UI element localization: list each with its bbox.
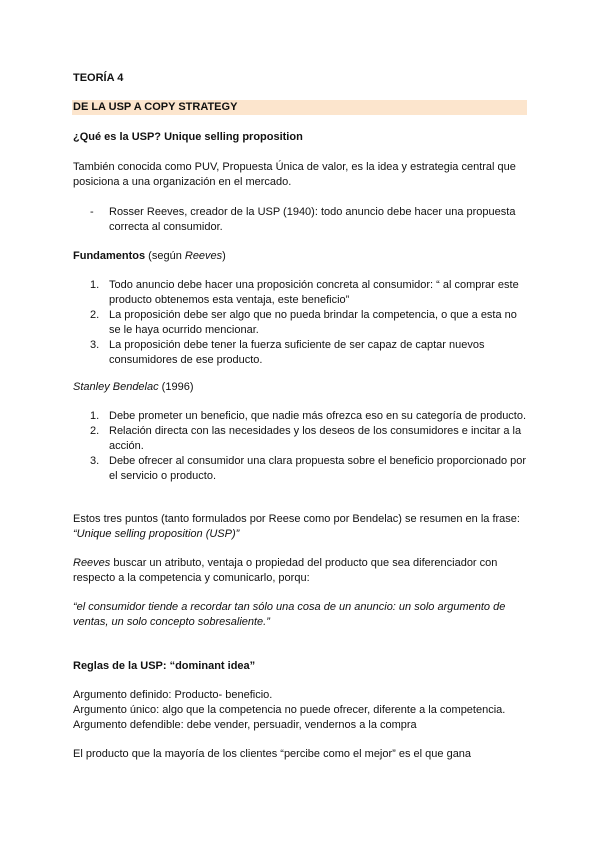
fundamentos-paren-open: (según — [145, 250, 185, 262]
intro-paragraph: También conocida como PUV, Propuesta Única de valor, es la idea y estrategia central que posiciona a una organización en el mercado. — [73, 161, 516, 188]
list-text: La proposición debe ser algo que no pueda brindar la competencia, o que a esta no se le haya ocurrido mencionar. — [109, 309, 517, 336]
fundamentos-list — [73, 278, 527, 368]
heading-teoria: TEORÍA 4 — [73, 72, 124, 84]
list-item — [73, 424, 527, 454]
rule-line: Argumento único: algo que la competencia no puede ofrecer, diferente a la competencia. — [73, 704, 506, 716]
list-number: 2. — [90, 309, 100, 321]
reeves-name: Reeves — [73, 557, 111, 569]
reeves-dash-item — [73, 205, 543, 235]
list-number: 1. — [90, 279, 100, 291]
list-text: Debe prometer un beneficio, que nadie más ofrezca eso en su categoría de producto. — [109, 410, 527, 422]
list-number: 3. — [90, 455, 100, 467]
list-text: Debe ofrecer al consumidor una clara propuesta sobre el beneficio proporcionado por el servicio o producto. — [109, 455, 527, 482]
list-number: 2. — [90, 425, 100, 437]
summary-phrase: “Unique selling proposition (USP)” — [73, 528, 240, 540]
reglas-heading: Reglas de la USP: “dominant idea” — [73, 660, 256, 672]
rule-line: Argumento defendible: debe vender, persuadir, vendernos a la compra — [73, 719, 417, 731]
usp-question-heading: ¿Qué es la USP? Unique selling proposition — [73, 131, 303, 143]
list-item — [73, 278, 527, 308]
reeves-text: buscar un atributo, ventaja o propiedad del producto que sea diferenciador con respecto a la competencia y comunicarlo, porqu: — [73, 557, 498, 584]
quote-paragraph: “el consumidor tiende a recordar tan sólo una cosa de un anuncio: un solo argumento de ventas, un solo concepto sobresaliente.” — [73, 601, 506, 628]
rules-block — [73, 688, 543, 733]
list-item — [73, 308, 527, 338]
bendelac-list — [73, 409, 527, 484]
highlighted-section-title: DE LA USP A COPY STRATEGY — [72, 100, 527, 115]
list-text: Todo anuncio debe hacer una proposición concreta al consumidor: “ al comprar este producto obtenemos esta ventaja, este beneficio” — [109, 279, 519, 306]
list-text: Relación directa con las necesidades y los deseos de los consumidores e incitar a la acción. — [109, 425, 522, 452]
list-number: 3. — [90, 339, 100, 351]
fundamentos-author: Reeves — [184, 250, 223, 262]
rule-line: Argumento definido: Producto- beneficio. — [73, 689, 273, 701]
list-item — [73, 454, 527, 484]
summary-text: Estos tres puntos (tanto formulados por Reese como por Bendelac) se resumen en la frase: — [73, 513, 520, 525]
list-item — [73, 409, 527, 424]
list-text: La proposición debe tener la fuerza suficiente de ser capaz de captar nuevos consumidores de ese producto. — [109, 339, 485, 366]
bendelac-heading — [73, 380, 193, 395]
reeves-paragraph — [73, 556, 535, 586]
fundamentos-label: Fundamentos — [73, 250, 146, 262]
bendelac-year: (1996) — [158, 381, 194, 393]
fundamentos-paren-close: ) — [222, 250, 226, 262]
list-item — [73, 338, 527, 368]
bendelac-name: Stanley Bendelac — [73, 381, 159, 393]
closing-paragraph: El producto que la mayoría de los clientes “percibe como el mejor” es el que gana — [73, 748, 472, 760]
dash-marker: - — [90, 206, 94, 218]
reeves-dash-text: Rosser Reeves, creador de la USP (1940): todo anuncio debe hacer una propuesta correcta al consumidor. — [109, 206, 516, 233]
fundamentos-heading — [73, 249, 226, 264]
list-number: 1. — [90, 410, 100, 422]
summary-paragraph — [73, 512, 543, 542]
